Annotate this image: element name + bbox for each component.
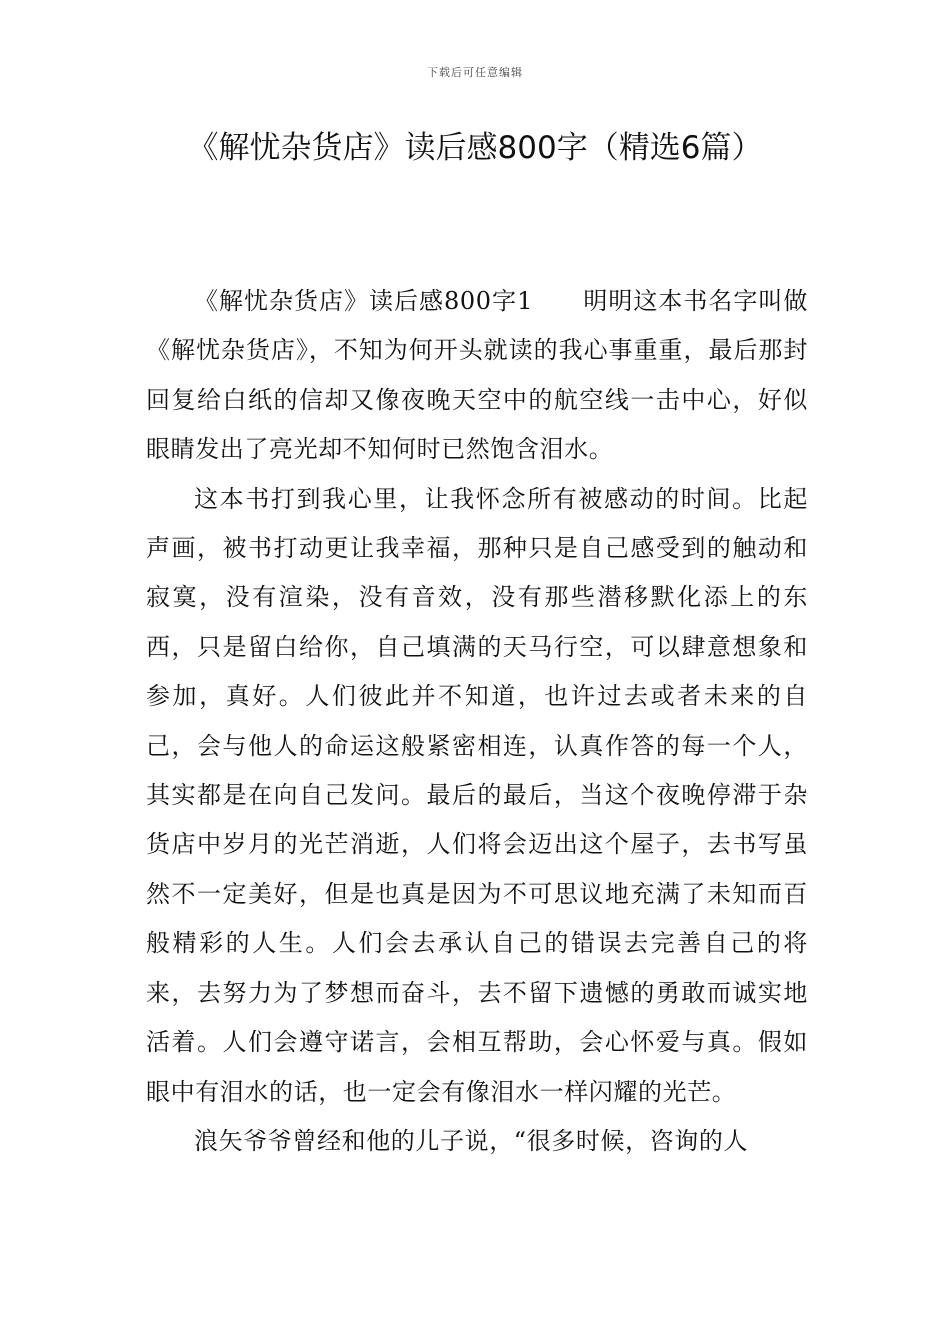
paragraph-3: 浪矢爷爷曾经和他的儿子说，“很多时候，咨询的人 [194,1126,749,1155]
header-note: 下载后可任意编辑 [427,66,523,79]
paragraph-2: 这本书打到我心里，让我怀念所有被感动的时间。比起声画，被书打动更让我幸福，那种只是自己感受到的触动和寂寞，没有渲染，没有音效，没有那些潜移默化添上的东西，只是留白给你，自己填满的天马行空，可以肆意想象和参加，真好。人们彼此并不知道，也许过去或者未来的自己，会与他人的命运这般紧密相连，认真作答的每一个人，其实都是在向自己发问。最后的最后，当这个夜晚停滞于杂货店中岁月的光芒消逝，人们将会迈出这个屋子，去书写虽然不一定美好，但是也真是因为不可思议地充满了未知而百般精彩的人生。人们会去承认自己的错误去完善自己的将来，去努力为了梦想而奋斗，去不留下遗憾的勇敢而诚实地活着。人们会遵守诺言，会相互帮助，会心怀爱与真。假如眼中有泪水的话，也一定会有像泪水一样闪耀的光芒。 [146,484,808,1106]
document-title: 《解忧杂货店》读后感800字（精选6篇） [187,130,763,166]
document-body [146,277,808,1166]
paragraph-1: 《解忧杂货店》读后感800字1 明明这本书名字叫做《解忧杂货店》，不知为何开头就读的我心事重重，最后那封回复给白纸的信却又像夜晚天空中的航空线一击中心，好似眼睛发出了亮光却不知何时已然饱含泪水。 [146,287,808,464]
